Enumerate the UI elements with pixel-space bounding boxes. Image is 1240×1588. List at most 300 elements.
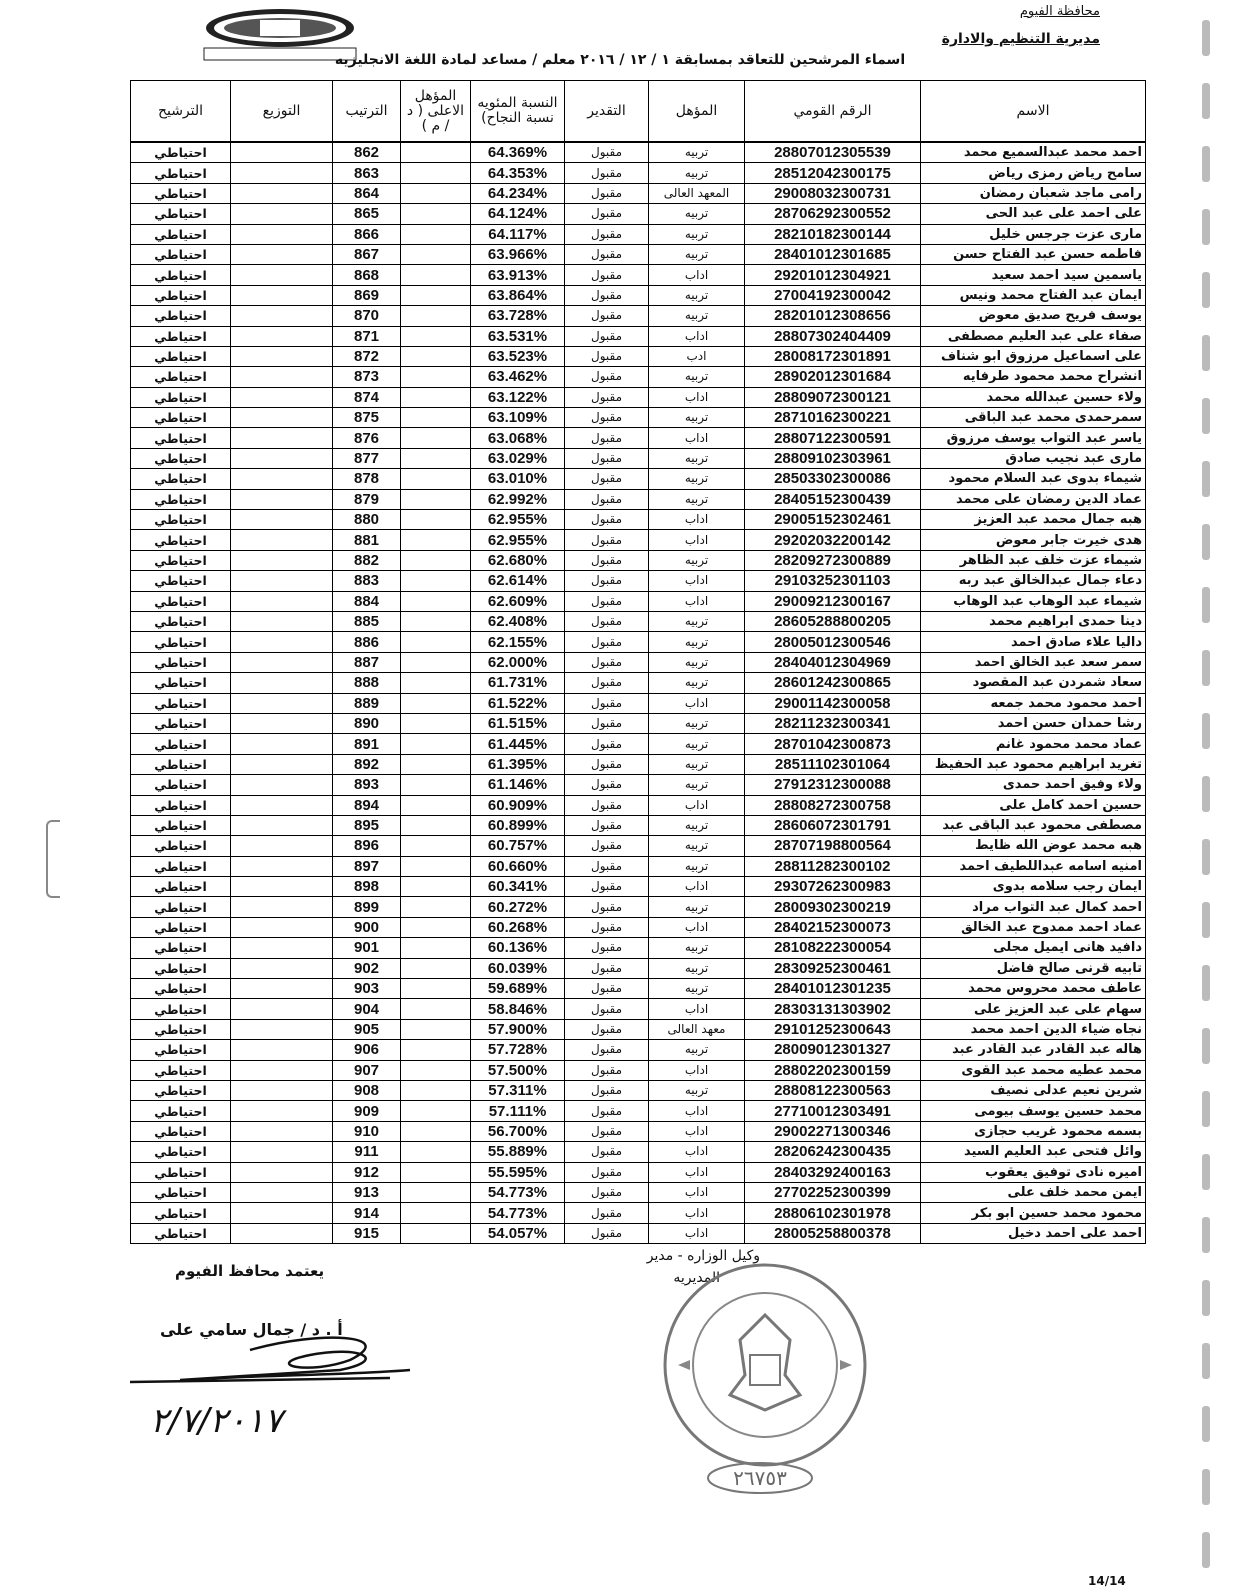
- cell-higher-qualification: [401, 1223, 471, 1243]
- cell-nomination: احتياطي: [131, 734, 231, 754]
- table-row: [131, 183, 1146, 203]
- cell-nomination: احتياطي: [131, 224, 231, 244]
- cell-higher-qualification: [401, 306, 471, 326]
- table-row: [131, 285, 1146, 305]
- cell-qualification: تربيه: [649, 550, 745, 570]
- cell-qualification: تربيه: [649, 754, 745, 774]
- cell-nomination: احتياطي: [131, 1142, 231, 1162]
- table-row: [131, 326, 1146, 346]
- cell-percentage: 63.109%: [471, 408, 565, 428]
- cell-distribution: [231, 938, 333, 958]
- cell-distribution: [231, 775, 333, 795]
- cell-name: ياسمين سيد احمد سعيد: [921, 265, 1146, 285]
- table-row: [131, 632, 1146, 652]
- table-row: [131, 1223, 1146, 1243]
- cell-percentage: 60.268%: [471, 917, 565, 937]
- cell-rank: 911: [333, 1142, 401, 1162]
- cell-grade: مقبول: [565, 1203, 649, 1223]
- cell-grade: مقبول: [565, 142, 649, 163]
- cell-national-id: 28005012300546: [745, 632, 921, 652]
- table-row: [131, 469, 1146, 489]
- cell-grade: مقبول: [565, 1223, 649, 1243]
- cell-grade: مقبول: [565, 469, 649, 489]
- cell-grade: مقبول: [565, 917, 649, 937]
- cell-percentage: 61.522%: [471, 693, 565, 713]
- cell-distribution: [231, 408, 333, 428]
- cell-distribution: [231, 632, 333, 652]
- cell-percentage: 63.010%: [471, 469, 565, 489]
- cell-qualification: تربيه: [649, 489, 745, 509]
- page-number: 14/14: [1088, 1574, 1126, 1588]
- cell-percentage: 62.408%: [471, 611, 565, 631]
- table-row: [131, 346, 1146, 366]
- table-row: [131, 734, 1146, 754]
- cell-nomination: احتياطي: [131, 550, 231, 570]
- cell-nomination: احتياطي: [131, 713, 231, 733]
- cell-nomination: احتياطي: [131, 1121, 231, 1141]
- cell-national-id: 28511102301064: [745, 754, 921, 774]
- cell-rank: 906: [333, 1040, 401, 1060]
- cell-nomination: احتياطي: [131, 775, 231, 795]
- cell-nomination: احتياطي: [131, 367, 231, 387]
- cell-nomination: احتياطي: [131, 856, 231, 876]
- cell-grade: مقبول: [565, 1162, 649, 1182]
- cell-nomination: احتياطي: [131, 1060, 231, 1080]
- cell-qualification: تربيه: [649, 775, 745, 795]
- cell-name: تغريد ابراهيم محمود عبد الحفيظ: [921, 754, 1146, 774]
- cell-higher-qualification: [401, 591, 471, 611]
- cell-nomination: احتياطي: [131, 244, 231, 264]
- cell-higher-qualification: [401, 856, 471, 876]
- cell-rank: 878: [333, 469, 401, 489]
- cell-grade: مقبول: [565, 428, 649, 448]
- cell-rank: 898: [333, 877, 401, 897]
- cell-grade: مقبول: [565, 754, 649, 774]
- cell-rank: 872: [333, 346, 401, 366]
- cell-grade: مقبول: [565, 1019, 649, 1039]
- cell-grade: مقبول: [565, 265, 649, 285]
- cell-name: يوسف فريح صديق معوض: [921, 306, 1146, 326]
- table-row: [131, 754, 1146, 774]
- cell-rank: 892: [333, 754, 401, 774]
- cell-national-id: 28902012301684: [745, 367, 921, 387]
- table-row: [131, 571, 1146, 591]
- cell-national-id: 28802202300159: [745, 1060, 921, 1080]
- cell-percentage: 63.966%: [471, 244, 565, 264]
- cell-rank: 865: [333, 204, 401, 224]
- cell-name: ايمان رجب سلامه بدوى: [921, 877, 1146, 897]
- cell-higher-qualification: [401, 1019, 471, 1039]
- cell-national-id: 28211232300341: [745, 713, 921, 733]
- cell-name: سامح رياض رمزى رياض: [921, 163, 1146, 183]
- cell-distribution: [231, 1040, 333, 1060]
- cell-qualification: تربيه: [649, 632, 745, 652]
- cell-percentage: 62.955%: [471, 510, 565, 530]
- cell-grade: مقبول: [565, 1040, 649, 1060]
- cell-distribution: [231, 285, 333, 305]
- cell-qualification: اداب: [649, 693, 745, 713]
- paper-clip-icon: [46, 820, 60, 898]
- binding-holes-icon: [1190, 0, 1220, 1588]
- cell-name: على احمد على عبد الحى: [921, 204, 1146, 224]
- document-title: اسماء المرشحين للتعاقد بمسابقة ١ / ١٢ / ٢٠١٦ معلم / مساعد لمادة اللغة الانجليزيه: [334, 52, 906, 68]
- cell-qualification: تربيه: [649, 856, 745, 876]
- cell-nomination: احتياطي: [131, 163, 231, 183]
- cell-percentage: 60.899%: [471, 815, 565, 835]
- cell-qualification: اداب: [649, 999, 745, 1019]
- cell-rank: 913: [333, 1182, 401, 1202]
- cell-grade: مقبول: [565, 1121, 649, 1141]
- cell-rank: 885: [333, 611, 401, 631]
- cell-higher-qualification: [401, 632, 471, 652]
- cell-national-id: 28707198800564: [745, 836, 921, 856]
- cell-percentage: 54.773%: [471, 1203, 565, 1223]
- cell-percentage: 55.595%: [471, 1162, 565, 1182]
- cell-higher-qualification: [401, 1162, 471, 1182]
- cell-qualification: اداب: [649, 1101, 745, 1121]
- table-row: [131, 1142, 1146, 1162]
- cell-qualification: تربيه: [649, 306, 745, 326]
- table-header-row: [131, 81, 1146, 143]
- cell-nomination: احتياطي: [131, 306, 231, 326]
- cell-name: مصطفى محمود عبد الباقى عبد: [921, 815, 1146, 835]
- cell-name: نجاه ضياء الدين احمد محمد: [921, 1019, 1146, 1039]
- cell-qualification: اداب: [649, 428, 745, 448]
- header-block: [942, 4, 1100, 47]
- cell-national-id: 29101252300643: [745, 1019, 921, 1039]
- cell-percentage: 57.311%: [471, 1080, 565, 1100]
- handwritten-number-icon: [705, 1456, 815, 1496]
- cell-nomination: احتياطي: [131, 1080, 231, 1100]
- cell-qualification: تربيه: [649, 979, 745, 999]
- cell-nomination: احتياطي: [131, 510, 231, 530]
- cell-percentage: 61.445%: [471, 734, 565, 754]
- cell-higher-qualification: [401, 1101, 471, 1121]
- cell-name: شيماء عبد الوهاب عبد الوهاب: [921, 591, 1146, 611]
- cell-national-id: 27702252300399: [745, 1182, 921, 1202]
- cell-higher-qualification: [401, 999, 471, 1019]
- cell-percentage: 64.353%: [471, 163, 565, 183]
- cell-higher-qualification: [401, 244, 471, 264]
- cell-percentage: 62.955%: [471, 530, 565, 550]
- cell-rank: 876: [333, 428, 401, 448]
- cell-grade: مقبول: [565, 999, 649, 1019]
- cell-percentage: 64.124%: [471, 204, 565, 224]
- cell-grade: مقبول: [565, 183, 649, 203]
- cell-nomination: احتياطي: [131, 1101, 231, 1121]
- cell-national-id: 28811282300102: [745, 856, 921, 876]
- cell-distribution: [231, 469, 333, 489]
- cell-national-id: 28512042300175: [745, 163, 921, 183]
- cell-distribution: [231, 265, 333, 285]
- cell-rank: 880: [333, 510, 401, 530]
- cell-rank: 879: [333, 489, 401, 509]
- cell-grade: مقبول: [565, 306, 649, 326]
- cell-percentage: 60.136%: [471, 938, 565, 958]
- cell-distribution: [231, 734, 333, 754]
- table-row: [131, 367, 1146, 387]
- cell-distribution: [231, 550, 333, 570]
- cell-distribution: [231, 673, 333, 693]
- cell-nomination: احتياطي: [131, 448, 231, 468]
- cell-nomination: احتياطي: [131, 652, 231, 672]
- cell-percentage: 57.900%: [471, 1019, 565, 1039]
- cell-distribution: [231, 387, 333, 407]
- cell-percentage: 62.992%: [471, 489, 565, 509]
- cell-grade: مقبول: [565, 1060, 649, 1080]
- cell-qualification: اداب: [649, 917, 745, 937]
- cell-distribution: [231, 510, 333, 530]
- cell-name: هدى خيرت جابر معوض: [921, 530, 1146, 550]
- cell-name: ايمان عبد الفتاح محمد ونيس: [921, 285, 1146, 305]
- col-header-distribution: التوزيع: [231, 81, 333, 143]
- cell-name: احمد محمد عبدالسميع محمد: [921, 142, 1146, 163]
- cell-nomination: احتياطي: [131, 1040, 231, 1060]
- cell-nomination: احتياطي: [131, 571, 231, 591]
- cell-national-id: 28404012304969: [745, 652, 921, 672]
- cell-rank: 915: [333, 1223, 401, 1243]
- cell-grade: مقبول: [565, 408, 649, 428]
- cell-nomination: احتياطي: [131, 387, 231, 407]
- cell-national-id: 29009212300167: [745, 591, 921, 611]
- cell-rank: 890: [333, 713, 401, 733]
- cell-national-id: 28206242300435: [745, 1142, 921, 1162]
- cell-name: سهام على عبد العزيز على: [921, 999, 1146, 1019]
- cell-percentage: 64.117%: [471, 224, 565, 244]
- cell-percentage: 58.846%: [471, 999, 565, 1019]
- cell-name: عماد محمد محمود غانم: [921, 734, 1146, 754]
- cell-national-id: 28710162300221: [745, 408, 921, 428]
- cell-percentage: 64.369%: [471, 142, 565, 163]
- cell-grade: مقبول: [565, 979, 649, 999]
- cell-grade: مقبول: [565, 632, 649, 652]
- cell-percentage: 63.728%: [471, 306, 565, 326]
- cell-grade: مقبول: [565, 958, 649, 978]
- cell-percentage: 63.523%: [471, 346, 565, 366]
- cell-grade: مقبول: [565, 897, 649, 917]
- cell-qualification: تربيه: [649, 224, 745, 244]
- cell-nomination: احتياطي: [131, 142, 231, 163]
- cell-national-id: 28706292300552: [745, 204, 921, 224]
- cell-higher-qualification: [401, 428, 471, 448]
- cell-national-id: 28008172301891: [745, 346, 921, 366]
- cell-name: هبه جمال محمد عبد العزيز: [921, 510, 1146, 530]
- table-body: [131, 142, 1146, 1244]
- table-row: [131, 815, 1146, 835]
- cell-percentage: 63.029%: [471, 448, 565, 468]
- deputy-title-line2: المديريه: [673, 1270, 720, 1286]
- cell-grade: مقبول: [565, 673, 649, 693]
- cell-percentage: 62.609%: [471, 591, 565, 611]
- cell-nomination: احتياطي: [131, 489, 231, 509]
- table-row: [131, 999, 1146, 1019]
- cell-national-id: 29202032200142: [745, 530, 921, 550]
- cell-percentage: 63.531%: [471, 326, 565, 346]
- cell-percentage: 62.614%: [471, 571, 565, 591]
- cell-distribution: [231, 1080, 333, 1100]
- table-row: [131, 917, 1146, 937]
- cell-qualification: تربيه: [649, 1040, 745, 1060]
- cell-grade: مقبول: [565, 224, 649, 244]
- cell-distribution: [231, 897, 333, 917]
- cell-name: دينا حمدى ابراهيم محمد: [921, 611, 1146, 631]
- cell-rank: 894: [333, 795, 401, 815]
- cell-distribution: [231, 979, 333, 999]
- cell-percentage: 63.068%: [471, 428, 565, 448]
- cell-distribution: [231, 1142, 333, 1162]
- cell-rank: 888: [333, 673, 401, 693]
- cell-rank: 907: [333, 1060, 401, 1080]
- cell-percentage: 59.689%: [471, 979, 565, 999]
- table-row: [131, 979, 1146, 999]
- cell-distribution: [231, 1121, 333, 1141]
- cell-name: عماد الدين رمضان على محمد: [921, 489, 1146, 509]
- cell-name: مارى عبد نجيب صادق: [921, 448, 1146, 468]
- cell-nomination: احتياطي: [131, 469, 231, 489]
- cell-qualification: اداب: [649, 387, 745, 407]
- cell-nomination: احتياطي: [131, 1019, 231, 1039]
- cell-national-id: 29005152302461: [745, 510, 921, 530]
- cell-percentage: 60.039%: [471, 958, 565, 978]
- cell-qualification: تربيه: [649, 1080, 745, 1100]
- cell-distribution: [231, 917, 333, 937]
- cell-rank: 910: [333, 1121, 401, 1141]
- cell-higher-qualification: [401, 448, 471, 468]
- cell-qualification: ادب: [649, 346, 745, 366]
- cell-qualification: اداب: [649, 1162, 745, 1182]
- col-header-higher-qualification: المؤهل الاعلى ( د / م ): [401, 81, 471, 143]
- cell-nomination: احتياطي: [131, 183, 231, 203]
- cell-percentage: 60.660%: [471, 856, 565, 876]
- cell-percentage: 57.111%: [471, 1101, 565, 1121]
- cell-percentage: 61.395%: [471, 754, 565, 774]
- cell-name: شيماء عزت خلف عبد الظاهر: [921, 550, 1146, 570]
- cell-qualification: تربيه: [649, 652, 745, 672]
- cell-grade: مقبول: [565, 285, 649, 305]
- cell-rank: 886: [333, 632, 401, 652]
- table-row: [131, 775, 1146, 795]
- cell-rank: 893: [333, 775, 401, 795]
- cell-higher-qualification: [401, 285, 471, 305]
- table-row: [131, 693, 1146, 713]
- col-header-grade: التقدير: [565, 81, 649, 143]
- cell-nomination: احتياطي: [131, 958, 231, 978]
- cell-percentage: 61.731%: [471, 673, 565, 693]
- cell-national-id: 28401012301235: [745, 979, 921, 999]
- cell-higher-qualification: [401, 163, 471, 183]
- cell-higher-qualification: [401, 510, 471, 530]
- cell-nomination: احتياطي: [131, 428, 231, 448]
- cell-name: على اسماعيل مرزوق ابو شناف: [921, 346, 1146, 366]
- table-row: [131, 142, 1146, 163]
- cell-qualification: تربيه: [649, 958, 745, 978]
- cell-nomination: احتياطي: [131, 1162, 231, 1182]
- cell-rank: 868: [333, 265, 401, 285]
- cell-higher-qualification: [401, 713, 471, 733]
- cell-higher-qualification: [401, 142, 471, 163]
- cell-name: دافيد هانى ايميل مجلى: [921, 938, 1146, 958]
- table-row: [131, 550, 1146, 570]
- cell-name: محمد حسين يوسف بيومى: [921, 1101, 1146, 1121]
- cell-higher-qualification: [401, 815, 471, 835]
- table-row: [131, 1060, 1146, 1080]
- cell-qualification: تربيه: [649, 285, 745, 305]
- cell-rank: 862: [333, 142, 401, 163]
- cell-higher-qualification: [401, 693, 471, 713]
- cell-rank: 874: [333, 387, 401, 407]
- cell-national-id: 27004192300042: [745, 285, 921, 305]
- cell-higher-qualification: [401, 775, 471, 795]
- cell-percentage: 56.700%: [471, 1121, 565, 1141]
- governor-name: أ . د / جمال سامي على: [160, 1320, 343, 1339]
- table-row: [131, 673, 1146, 693]
- cell-rank: 882: [333, 550, 401, 570]
- table-row: [131, 387, 1146, 407]
- cell-name: احمد على احمد دخيل: [921, 1223, 1146, 1243]
- cell-qualification: اداب: [649, 1182, 745, 1202]
- deputy-title-line1: وكيل الوزاره - مدير: [646, 1248, 760, 1264]
- cell-name: امنيه اسامه عبداللطيف احمد: [921, 856, 1146, 876]
- cell-distribution: [231, 713, 333, 733]
- cell-nomination: احتياطي: [131, 897, 231, 917]
- cell-higher-qualification: [401, 734, 471, 754]
- cell-qualification: تربيه: [649, 611, 745, 631]
- cell-grade: مقبول: [565, 836, 649, 856]
- cell-distribution: [231, 448, 333, 468]
- cell-grade: مقبول: [565, 550, 649, 570]
- cell-distribution: [231, 1060, 333, 1080]
- cell-name: شرين نعيم عدلى نصيف: [921, 1080, 1146, 1100]
- cell-qualification: تربيه: [649, 836, 745, 856]
- table-row: [131, 1203, 1146, 1223]
- cell-distribution: [231, 1101, 333, 1121]
- cell-name: رامى ماجد شعبان رمضان: [921, 183, 1146, 203]
- cell-rank: 908: [333, 1080, 401, 1100]
- cell-rank: 877: [333, 448, 401, 468]
- cell-qualification: تربيه: [649, 673, 745, 693]
- cell-name: محمد عطيه محمد عبد القوى: [921, 1060, 1146, 1080]
- cell-name: بسمه محمود غريب حجازى: [921, 1121, 1146, 1141]
- cell-nomination: احتياطي: [131, 326, 231, 346]
- cell-nomination: احتياطي: [131, 632, 231, 652]
- cell-national-id: 28403292400163: [745, 1162, 921, 1182]
- cell-percentage: 60.757%: [471, 836, 565, 856]
- cell-nomination: احتياطي: [131, 611, 231, 631]
- cell-nomination: احتياطي: [131, 346, 231, 366]
- cell-distribution: [231, 183, 333, 203]
- cell-grade: مقبول: [565, 713, 649, 733]
- cell-distribution: [231, 326, 333, 346]
- cell-national-id: 28701042300873: [745, 734, 921, 754]
- cell-percentage: 63.122%: [471, 387, 565, 407]
- cell-national-id: 28108222300054: [745, 938, 921, 958]
- cell-grade: مقبول: [565, 652, 649, 672]
- table-row: [131, 611, 1146, 631]
- cell-percentage: 62.680%: [471, 550, 565, 570]
- cell-qualification: اداب: [649, 265, 745, 285]
- table-row: [131, 795, 1146, 815]
- cell-distribution: [231, 224, 333, 244]
- cell-rank: 883: [333, 571, 401, 591]
- cell-qualification: تربيه: [649, 142, 745, 163]
- cell-qualification: اداب: [649, 1203, 745, 1223]
- cell-percentage: 57.500%: [471, 1060, 565, 1080]
- cell-name: ولاء وفيق احمد حمدى: [921, 775, 1146, 795]
- cell-national-id: 28405152300439: [745, 489, 921, 509]
- cell-distribution: [231, 836, 333, 856]
- cell-higher-qualification: [401, 571, 471, 591]
- cell-name: احمد كمال عبد التواب مراد: [921, 897, 1146, 917]
